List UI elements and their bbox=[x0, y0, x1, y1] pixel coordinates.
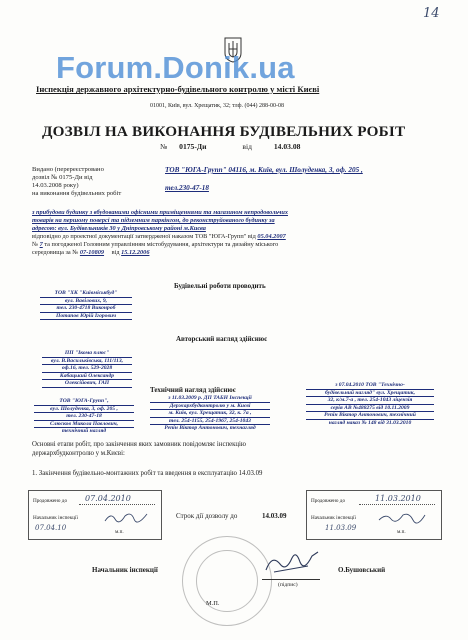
extension-chief-label: Начальник інспекції bbox=[311, 515, 356, 521]
chief-name: О.Бушовський bbox=[338, 566, 386, 574]
tech-supervision-2010-line: нагляд наказ № 148 від 31.03.2010 bbox=[328, 419, 412, 426]
tech-supervision-label: Технічний нагляд здійснює bbox=[150, 386, 236, 394]
issued-label-line: 14.03.2008 року) bbox=[32, 182, 79, 190]
validity-date: 14.03.09 bbox=[262, 512, 287, 520]
permit-number: 0175-Ди bbox=[179, 142, 207, 151]
project-approval-date: 05.04.2007 bbox=[257, 233, 286, 241]
tech-supervision-2010-line: будівельний нагляд" вул. Хрещатик, bbox=[306, 390, 434, 398]
tech-supervision-line: з 11.03.2009 р. ДП ТАБН Інспекції bbox=[150, 395, 270, 403]
designer-line: оф.16, тел. 529-2028 bbox=[42, 365, 132, 373]
author-supervision-label: Авторський нагляд здійснює bbox=[176, 335, 268, 343]
works-description bbox=[32, 209, 442, 258]
designer-line: вул. В.Васильківська, 111/113, bbox=[42, 358, 132, 366]
designer-line: Олексійович, ГАП bbox=[42, 380, 132, 388]
extension-date-handwritten: 11.03.2010 bbox=[375, 494, 421, 503]
extension-date-rule bbox=[79, 504, 155, 505]
number-label: № bbox=[160, 142, 168, 151]
designer-line: ПП "Ікома плюс" bbox=[42, 350, 132, 358]
issued-label-line: Видано (перереєстровано bbox=[32, 166, 104, 173]
extension-chief-label: Начальник інспекції bbox=[33, 515, 78, 521]
contractor-line: тел. 230-4718 Виконроб bbox=[40, 305, 132, 313]
extension-sig-date: 11.03.09 bbox=[325, 524, 357, 532]
customer-supervision-line: ТОВ "ЮГА-Групп", bbox=[34, 398, 134, 406]
customer-supervision-line: тел. 230-47-18 bbox=[34, 413, 134, 421]
inspection-address: 01001, Київ, вул. Хрещатик, 32; тлф. (044) 288-00-08 bbox=[150, 103, 284, 109]
customer-supervision-line: технічний нагляд bbox=[61, 428, 107, 435]
extension-signature-icon bbox=[103, 510, 151, 529]
extension-date-handwritten: 07.04.2010 bbox=[85, 494, 131, 503]
chief-signature-icon bbox=[262, 548, 322, 581]
project-order-number: 7 bbox=[39, 241, 43, 249]
tech-supervision-line: тел. 254-1155, 254-1967, 254-1043 bbox=[150, 418, 270, 426]
permit-date: 14.03.08 bbox=[273, 142, 301, 151]
issued-label bbox=[32, 166, 121, 198]
contractor-line: Потапов Юрій Ігорович bbox=[40, 313, 132, 321]
description-line: товарів на першому поверсі та підземним паркінгом, до реконструйованого будинку за bbox=[32, 217, 275, 225]
customer-supervision-stamp bbox=[34, 398, 134, 435]
extension-sig-date: 07.04.10 bbox=[35, 524, 67, 532]
project-line-2: № 7 та погодженої Головним управлінням містобудування, архітектури та дизайну міського bbox=[32, 241, 279, 249]
customer-phone: тел.230-47-18 bbox=[165, 184, 209, 192]
designer-stamp bbox=[42, 350, 132, 388]
permit-number-line bbox=[160, 142, 300, 151]
issued-label-line: на виконання будівельних робіт bbox=[32, 190, 122, 198]
tech-supervision-line: м. Київ, вул. Хрещатик, 32, к. 7а , bbox=[150, 410, 270, 418]
agreement-number: 07-10809 bbox=[79, 249, 105, 257]
agreement-date: 15.12.2006 bbox=[121, 249, 150, 257]
project-line-3: середовища за № 07-10809 від 15.12.2006 bbox=[32, 249, 150, 257]
signature-caption: (підпис) bbox=[278, 582, 298, 588]
tech-supervision-2010-line: серія АВ №488275 від 10.11.2009 bbox=[306, 405, 434, 413]
inspection-org-name: Інспекція державного архітектурно-будівельного контролю у місті Києві bbox=[36, 84, 320, 94]
tech-supervision-2010-line: з 07.04.2010 ТОВ "Технічно- bbox=[306, 382, 434, 390]
extension-stamp-right bbox=[306, 490, 442, 540]
contractor-stamp bbox=[40, 290, 132, 320]
tech-supervision-stamp bbox=[150, 395, 270, 432]
extension-date-rule bbox=[359, 504, 435, 505]
chief-label: Начальник інспекції bbox=[92, 566, 158, 574]
extension-stamp-left bbox=[28, 490, 162, 540]
notice-line: Основні етапи робіт, про закінчення яких замовник повідомляє інспекцію bbox=[32, 441, 247, 448]
tech-supervision-2010-line: Репін Віктор Антонович, технічний bbox=[306, 412, 434, 420]
customer-supervision-line: вул. Шолуденка, 3, оф. 205 , bbox=[34, 406, 134, 414]
description-line: адресою: вул. Будівельників 30 у Дніпровському районі м.Києва bbox=[32, 225, 206, 233]
extension-prolonged-label: Продовжено до bbox=[311, 498, 346, 504]
date-label: від bbox=[242, 142, 252, 151]
works-by-label: Будівельні роботи проводить bbox=[174, 282, 266, 290]
seal-place-label: М.П. bbox=[206, 600, 220, 607]
tech-supervision-2010-stamp bbox=[306, 382, 434, 427]
document-title: ДОЗВІЛ НА ВИКОНАННЯ БУДІВЕЛЬНИХ РОБІТ bbox=[42, 123, 406, 140]
contractor-line: ТОВ "ХК "Київміськбуд" bbox=[40, 290, 132, 298]
extension-mp: м.п. bbox=[115, 529, 124, 535]
contractor-line: вул. Вавілових, 9, bbox=[40, 298, 132, 306]
extension-prolonged-label: Продовжено до bbox=[33, 498, 68, 504]
validity-label: Строк дії дозволу до bbox=[176, 512, 238, 520]
designer-line: Кабацький Олександр bbox=[42, 373, 132, 381]
stage-1: 1. Закінчення будівельно-монтажних робіт та введення в експлуатацію 14.03.09 bbox=[32, 470, 263, 477]
notice-line: держархбудконтролю у м.Києві: bbox=[32, 450, 125, 457]
page-number: 14 bbox=[423, 6, 440, 21]
customer-company: ТОВ "ЮГА-Групп" 04116, м. Київ, вул. Шолуденка, 3, оф. 205 , bbox=[165, 166, 363, 174]
forum-watermark: Forum.Donik.ua bbox=[56, 50, 295, 85]
stages-notice bbox=[32, 440, 442, 458]
customer-supervision-line: Слюсков Микола Павлович, bbox=[34, 421, 134, 429]
signature-rule bbox=[262, 579, 320, 580]
extension-mp: м.п. bbox=[397, 529, 406, 535]
tech-supervision-line: Держархбудконтролю у м. Києві bbox=[150, 403, 270, 411]
tech-supervision-line: Репін Віктор Антонович, технагляд bbox=[164, 425, 256, 432]
issued-label-line: дозвіл № 0175-Ди від bbox=[32, 174, 93, 182]
description-line: з прибудови будинку з вбудованими офісними приміщеннями та магазином непродовольчих bbox=[32, 209, 288, 216]
project-line-1: відповідно до проектної документації затвердженої наказом ТОВ "ЮГА-Групп" від 05.04.2007 bbox=[32, 233, 286, 241]
extension-signature-icon bbox=[377, 510, 427, 529]
tech-supervision-2010-line: 32, к/м.7-а , тел. 254-1043 ліцензія bbox=[306, 397, 434, 405]
